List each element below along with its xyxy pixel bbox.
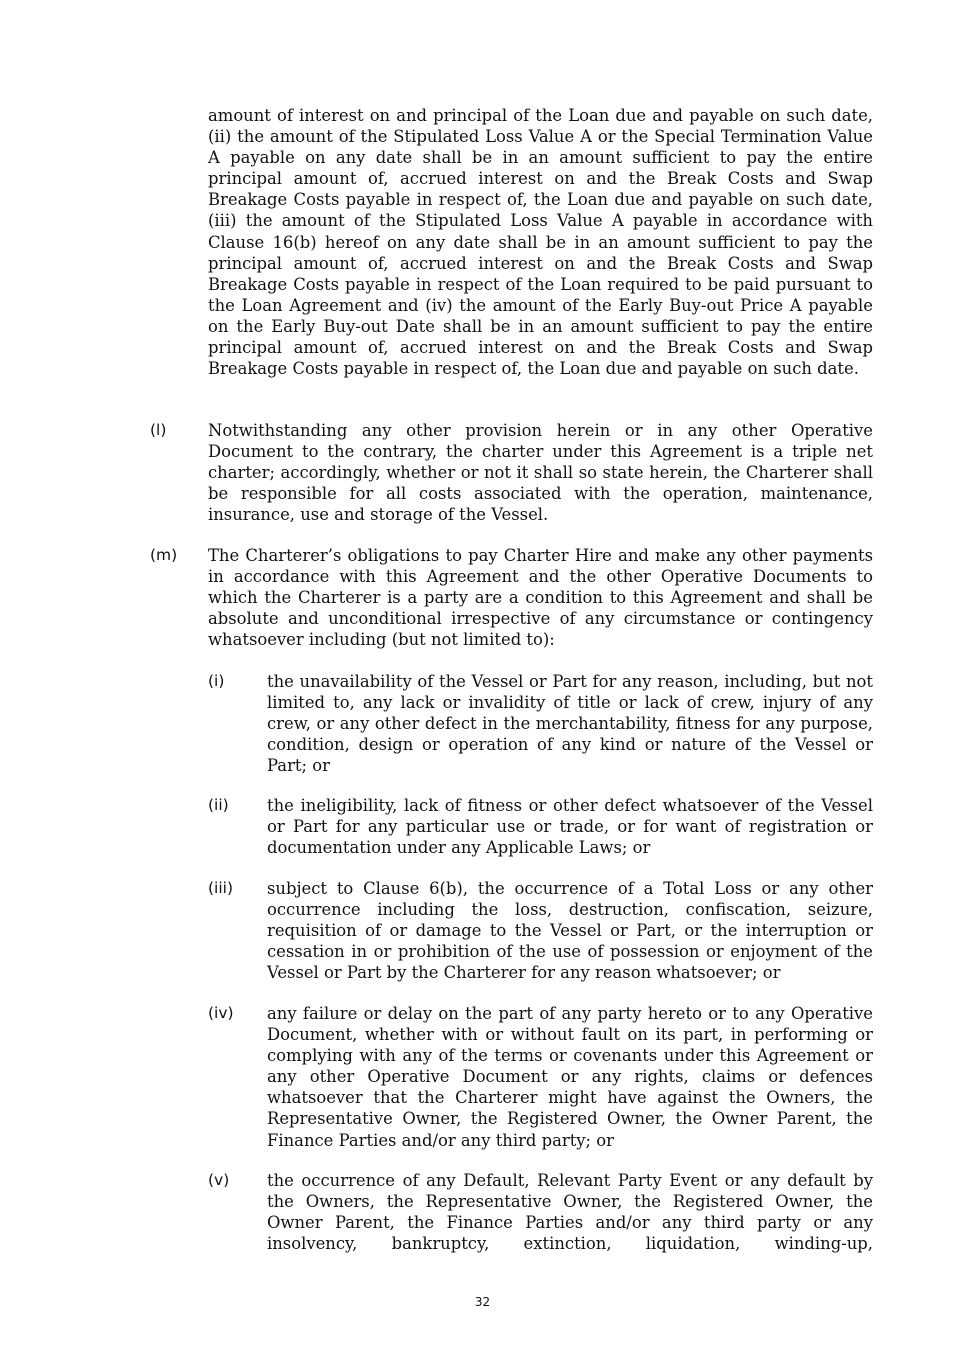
item-iv-label: (iv): [208, 1004, 234, 1022]
item-i-text: the unavailability of the Vessel or Part for any reason, including, but not limited to, any lack or invalidity of title or lack of crew, injury of any crew, or any other defect in the merchantability, fitness for any purpose, condition, design or operation of any kind or nature of the Vessel or Part; or: [267, 672, 873, 776]
clause-m-label: (m): [150, 546, 178, 564]
item-i-label: (i): [208, 672, 225, 690]
clause-l-label: (l): [150, 421, 167, 439]
clause-m-text: The Charterer’s obligations to pay Charter Hire and make any other payments in accordance with this Agreement and the other Operative Documents to which the Charterer is a party are a condition to this Agreement and shall be absolute and unconditional irrespective of any circumstance or contingency whatsoever including (but not limited to):: [208, 546, 873, 650]
continuation-paragraph: amount of interest on and principal of the Loan due and payable on such date, (ii) the amount of the Stipulated Loss Value A or the Special Termination Value A payable on any date shall be in an amount sufficient to pay the entire principal amount of, accrued interest on and the Break Costs and Swap Breakage Costs payable in respect of, the Loan due and payable on such date, (iii) the amount of the Stipulated Loss Value A payable in accordance with Clause 16(b) hereof on any date shall be in an amount sufficient to pay the principal amount of, accrued interest on and the Break Costs and Swap Breakage Costs payable in respect of the Loan required to be paid pursuant to the Loan Agreement and (iv) the amount of the Early Buy-out Price A payable on the Early Buy-out Date shall be in an amount sufficient to pay the entire principal amount of, accrued interest on and the Break Costs and Swap Breakage Costs payable in respect of, the Loan due and payable on such date.: [208, 106, 873, 379]
item-ii-label: (ii): [208, 796, 229, 814]
clause-l-text: Notwithstanding any other provision herein or in any other Operative Document to the contrary, the charter under this Agreement is a triple net charter; accordingly, whether or not it shall so state herein, the Charterer shall be responsible for all costs associated with the operation, maintenance, insurance, use and storage of the Vessel.: [208, 421, 873, 525]
item-v-label: (v): [208, 1171, 230, 1189]
item-v-text: the occurrence of any Default, Relevant Party Event or any default by the Owners, the Representative Owner, the Registered Owner, the Owner Parent, the Finance Parties and/or any third party or any insolvency, bankruptcy, extinction, liquidation, winding-up,: [267, 1171, 873, 1254]
item-iii-text: subject to Clause 6(b), the occurrence of a Total Loss or any other occurrence including the loss, destruction, confiscation, seizure, requisition of or damage to the Vessel or Part, or the interruption or cessation in or prohibition of the use of possession or enjoyment of the Vessel or Part by the Charterer for any reason whatsoever; or: [267, 879, 873, 983]
page-number: 32: [474, 1295, 491, 1309]
item-iii-label: (iii): [208, 879, 234, 897]
item-ii-text: the ineligibility, lack of fitness or other defect whatsoever of the Vessel or Part for any particular use or trade, or for want of registration or documentation under any Applicable Laws; or: [267, 796, 873, 858]
item-iv-text: any failure or delay on the part of any party hereto or to any Operative Document, whether with or without fault on its part, in performing or complying with any of the terms or covenants under this Agreement or any other Operative Document or any rights, claims or defences whatsoever that the Charterer might have against the Owners, the Representative Owner, the Registered Owner, the Owner Parent, the Finance Parties and/or any third party; or: [267, 1004, 873, 1150]
